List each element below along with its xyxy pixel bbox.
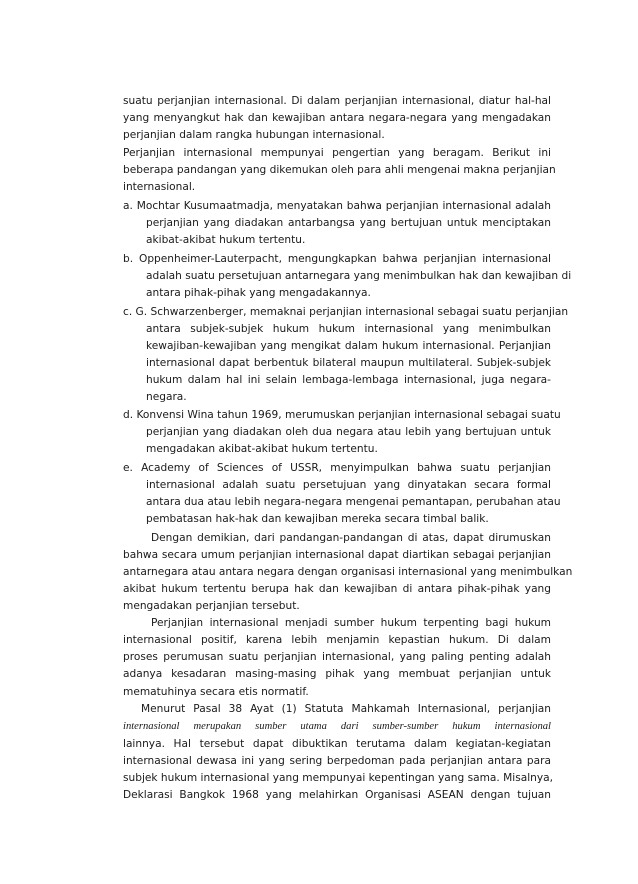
text-line: akibat-akibat hukum tertentu. <box>146 234 306 246</box>
text-line: internasional positif, karena lebih menjamin kepastian hukum. Di dalam <box>123 634 551 646</box>
text-line: Menurut Pasal 38 Ayat (1) Statuta Mahkamah Internasional, perjanjian <box>141 703 551 715</box>
text-line: perjanjian yang diadakan oleh dua negara atau lebih yang bertujuan untuk <box>146 426 551 438</box>
text-line: internasional. <box>123 181 196 193</box>
text-line: e. Academy of Sciences of USSR, menyimpulkan bahwa suatu perjanjian <box>123 462 551 474</box>
text-line: perjanjian dalam rangka hubungan internasional. <box>123 129 385 141</box>
text-line: Dengan demikian, dari pandangan-pandangan di atas, dapat dirumuskan <box>151 532 551 544</box>
text-line: internasional merupakan sumber utama dari sumber-sumber hukum internasional <box>123 721 551 732</box>
text-line: a. Mochtar Kusumaatmadja, menyatakan bahwa perjanjian internasional adalah <box>123 200 551 212</box>
text-line: yang menyangkut hak dan kewajiban antara negara-negara yang mengadakan <box>123 112 551 124</box>
text-line: adanya kesadaran masing-masing pihak yang membuat perjanjian untuk <box>123 668 551 680</box>
text-line: mengadakan akibat-akibat hukum tertentu. <box>146 443 378 455</box>
text-line: mematuhinya secara etis normatif. <box>123 686 309 698</box>
text-line: kewajiban-kewajiban yang mengikat dalam hukum internasional. Perjanjian <box>146 340 551 352</box>
text-line: b. Oppenheimer-Lauterpacht, mengungkapkan bahwa perjanjian internasional <box>123 253 551 265</box>
text-line: suatu perjanjian internasional. Di dalam perjanjian internasional, diatur hal-hal <box>123 95 551 107</box>
text-line: antara pihak-pihak yang mengadakannya. <box>146 287 371 299</box>
text-line: antara dua atau lebih negara-negara mengenai pemantapan, perubahan atau <box>146 496 561 508</box>
text-line: antara subjek-subjek hukum hukum internasional yang menimbulkan <box>146 323 551 335</box>
text-line: mengadakan perjanjian tersebut. <box>123 600 300 612</box>
text-line: perjanjian yang diadakan antarbangsa yang bertujuan untuk menciptakan <box>146 217 551 229</box>
text-line: akibat hukum tertentu berupa hak dan kewajiban di antara pihak-pihak yang <box>123 583 551 595</box>
text-line: bahwa secara umum perjanjian internasional dapat diartikan sebagai perjanjian <box>123 549 551 561</box>
text-line: adalah suatu persetujuan antarnegara yang menimbulkan hak dan kewajiban di <box>146 270 572 282</box>
text-line: Deklarasi Bangkok 1968 yang melahirkan Organisasi ASEAN dengan tujuan <box>123 789 551 801</box>
text-line: internasional dapat berbentuk bilateral maupun multilateral. Subjek-subjek <box>146 357 551 369</box>
text-line: Perjanjian internasional menjadi sumber hukum terpenting bagi hukum <box>151 617 551 629</box>
text-line: Perjanjian internasional mempunyai pengertian yang beragam. Berikut ini <box>123 147 551 159</box>
text-line: subjek hukum internasional yang mempunyai kepentingan yang sama. Misalnya, <box>123 772 554 784</box>
text-line: lainnya. Hal tersebut dapat dibuktikan terutama dalam kegiatan-kegiatan <box>123 738 551 750</box>
text-line: antarnegara atau antara negara dengan organisasi internasional yang menimbulkan <box>123 566 573 578</box>
text-line: pembatasan hak-hak dan kewajiban mereka secara timbal balik. <box>146 513 489 525</box>
text-line: negara. <box>146 391 187 403</box>
text-line: proses perumusan suatu perjanjian internasional, yang paling penting adalah <box>123 651 551 663</box>
text-line: d. Konvensi Wina tahun 1969, merumuskan perjanjian internasional sebagai suatu <box>123 409 561 421</box>
text-line: hukum dalam hal ini selain lembaga-lembaga internasional, juga negara- <box>146 374 551 386</box>
text-line: c. G. Schwarzenberger, memaknai perjanjian internasional sebagai suatu perjanjian <box>123 306 569 318</box>
text-line: beberapa pandangan yang dikemukan oleh para ahli mengenai makna perjanjian <box>123 164 556 176</box>
text-line: internasional dewasa ini yang sering berpedoman pada perjanjian antara para <box>123 755 551 767</box>
text-line: internasional adalah suatu persetujuan yang dinyatakan secara formal <box>146 479 551 491</box>
